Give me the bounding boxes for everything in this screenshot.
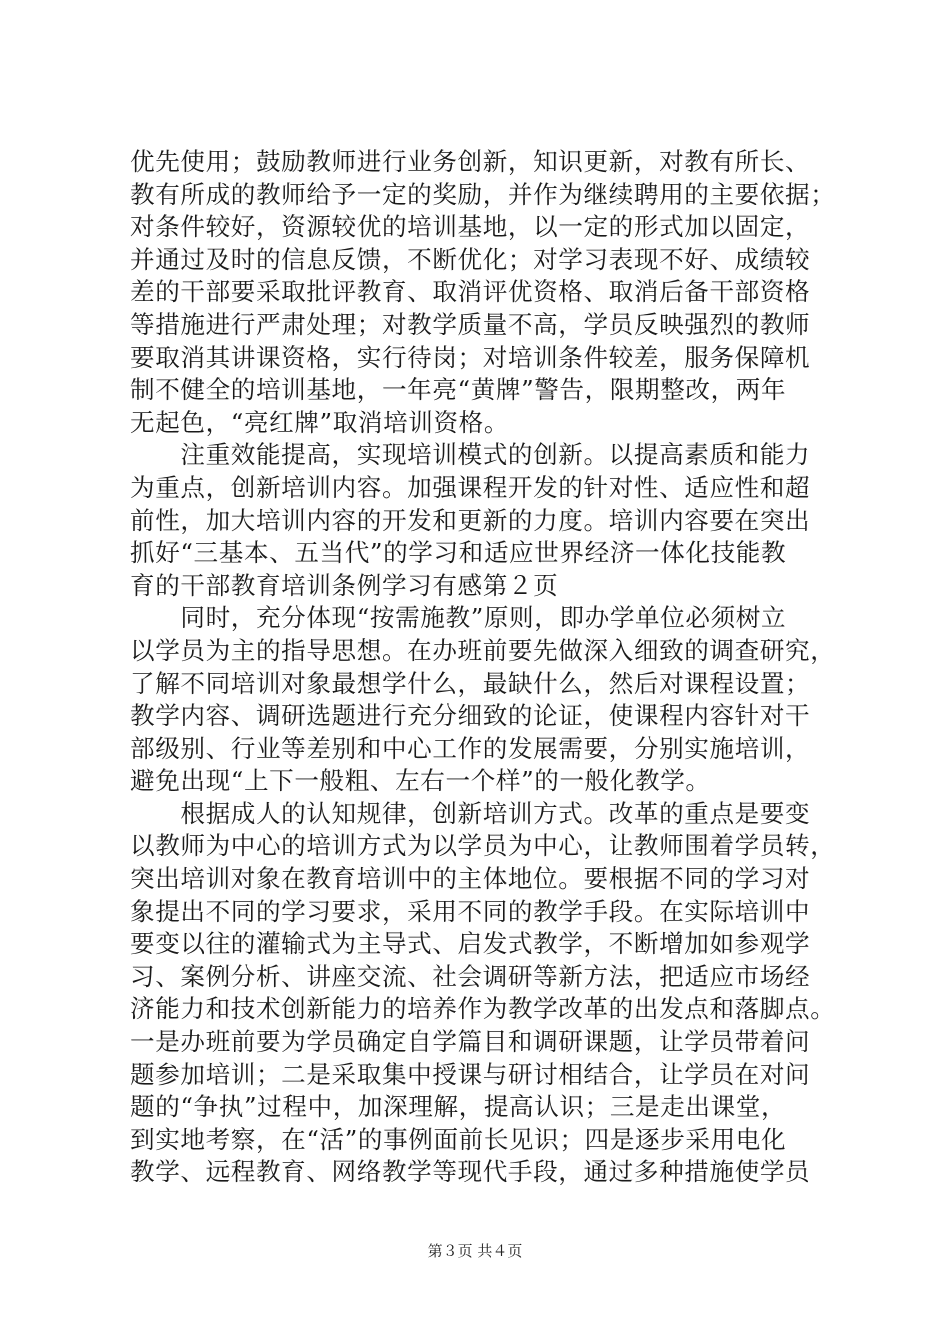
text-line: 教有所成的教师给予一定的奖励，并作为继续聘用的主要依据； <box>130 179 836 209</box>
text-line: 前性，加大培训内容的开发和更新的力度。培训内容要在突出 <box>130 505 811 535</box>
text-line: 象提出不同的学习要求，采用不同的教学手段。在实际培训中 <box>130 896 811 926</box>
body-text <box>130 146 836 1189</box>
text-line: 到实地考察，在“活”的事例面前长见识；四是逐步采用电化 <box>130 1124 787 1154</box>
text-line: 制不健全的培训基地，一年亮“黄牌”警告，限期整改，两年 <box>130 375 787 405</box>
text-line: 教学内容、调研选题进行充分细致的论证，使课程内容针对干 <box>130 701 811 731</box>
text-line: 济能力和技术创新能力的培养作为教学改革的出发点和落脚点。 <box>130 994 836 1024</box>
text-line: 同时，充分体现“按需施教”原则，即办学单位必须树立 <box>130 603 787 633</box>
text-line: 习、案例分析、讲座交流、社会调研等新方法，把适应市场经 <box>130 961 811 991</box>
text-line: 差的干部要采取批评教育、取消评优资格、取消后备干部资格 <box>130 277 811 307</box>
text-line: 以教师为中心的培训方式为以学员为中心，让教师围着学员转， <box>130 831 836 861</box>
text-line: 优先使用；鼓励教师进行业务创新，知识更新，对教有所长、 <box>130 147 811 176</box>
text-line: 注重效能提高，实现培训模式的创新。以提高素质和能力 <box>130 440 811 470</box>
text-line: 突出培训对象在教育培训中的主体地位。要根据不同的学习对 <box>130 864 811 894</box>
text-line: 了解不同培训对象最想学什么，最缺什么，然后对课程设置； <box>130 668 811 698</box>
text-line: 无起色，“亮红牌”取消培训资格。 <box>130 407 510 437</box>
text-line: 并通过及时的信息反馈，不断优化；对学习表现不好、成绩较 <box>130 244 811 274</box>
text-line: 题参加培训；二是采取集中授课与研讨相结合，让学员在对问 <box>130 1059 811 1089</box>
text-line: 避免出现“上下一般粗、左右一个样”的一般化教学。 <box>130 766 711 796</box>
text-line: 要取消其讲课资格，实行待岗；对培训条件较差，服务保障机 <box>130 342 811 372</box>
text-line: 等措施进行严肃处理；对教学质量不高，学员反映强烈的教师 <box>130 309 811 339</box>
page-number-footer: 第３页 共４页 <box>427 1242 523 1260</box>
text-line: 根据成人的认知规律，创新培训方式。改革的重点是要变 <box>130 798 811 828</box>
text-line: 为重点，创新培训内容。加强课程开发的针对性、适应性和超 <box>130 472 811 502</box>
text-line: 题的“争执”过程中，加深理解，提高认识；三是走出课堂， <box>130 1092 787 1122</box>
text-line: 抓好“三基本、五当代”的学习和适应世界经济一体化技能教 <box>130 538 787 568</box>
text-line: 对条件较好，资源较优的培训基地，以一定的形式加以固定， <box>130 212 811 242</box>
text-line: 教学、远程教育、网络教学等现代手段，通过多种措施使学员 <box>130 1157 811 1187</box>
text-line: 育的干部教育培训条例学习有感第２页 <box>130 570 559 600</box>
text-line: 以学员为主的指导思想。在办班前要先做深入细致的调查研究， <box>130 635 836 665</box>
text-line: 一是办班前要为学员确定自学篇目和调研课题，让学员带着问 <box>130 1027 811 1057</box>
text-line: 部级别、行业等差别和中心工作的发展需要，分别实施培训， <box>130 733 811 763</box>
text-line: 要变以往的灌输式为主导式、启发式教学，不断增加如参观学 <box>130 929 811 959</box>
